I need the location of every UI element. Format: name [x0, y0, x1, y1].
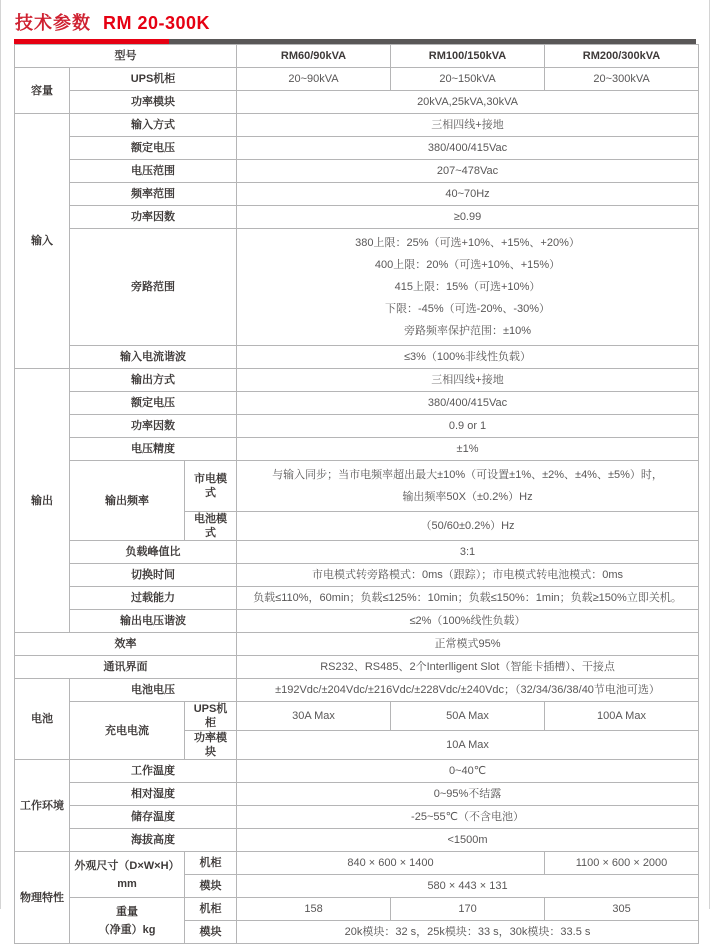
model-col-2: RM100/150kVA — [391, 45, 545, 68]
input-power-factor-label: 功率因数 — [70, 206, 237, 229]
output-freq-mains-value — [237, 461, 699, 512]
group-capacity: 容量 — [15, 68, 70, 114]
weight-cabinet-value-3: 305 — [545, 898, 699, 921]
table-row — [15, 346, 699, 369]
capacity-ups-value-1: 20~90kVA — [237, 68, 391, 91]
page-header — [1, 0, 709, 35]
battery-charge-ups-label: UPS机柜 — [185, 702, 237, 731]
output-transfer-value: 市电模式转旁路模式：0ms（跟踪）；市电模式转电池模式：0ms — [237, 564, 699, 587]
input-power-factor-value: ≥0.99 — [237, 206, 699, 229]
output-rated-voltage-value: 380/400/415Vac — [237, 392, 699, 415]
input-rated-voltage-value: 380/400/415Vac — [237, 137, 699, 160]
capacity-ups-value-2: 20~150kVA — [391, 68, 545, 91]
table-row — [15, 229, 699, 346]
capacity-ups-label: UPS机柜 — [70, 68, 237, 91]
comm-value: RS232、RS485、2个Interlligent Slot（智能卡插槽）、干接点 — [237, 656, 699, 679]
output-harmonics-value: ≤2%（100%线性负载） — [237, 610, 699, 633]
table-row — [15, 91, 699, 114]
output-power-factor-value: 0.9 or 1 — [237, 415, 699, 438]
battery-charge-ups-value-1: 30A Max — [237, 702, 391, 731]
input-bypass-value — [237, 229, 699, 346]
capacity-ups-value-3: 20~300kVA — [545, 68, 699, 91]
table-row — [15, 45, 699, 68]
table-row — [15, 633, 699, 656]
group-output: 输出 — [15, 369, 70, 633]
output-freq-battery-value: （50/60±0.2%）Hz — [237, 512, 699, 541]
table-row — [15, 160, 699, 183]
model-col-3: RM200/300kVA — [545, 45, 699, 68]
weight-cabinet-value-1: 158 — [237, 898, 391, 921]
output-crest-label: 负载峰值比 — [70, 541, 237, 564]
battery-charge-module-label: 功率模块 — [185, 731, 237, 760]
bypass-line-2: 400上限：20%（可选+10%、+15%） — [374, 259, 561, 271]
table-row — [15, 656, 699, 679]
table-row — [15, 415, 699, 438]
table-row — [15, 461, 699, 512]
dimensions-cabinet-value-12: 840 × 600 × 1400 — [237, 852, 545, 875]
bypass-line-5: 旁路频率保护范围：±10% — [403, 325, 532, 337]
mains-freq-line-2: 输出频率50X（±0.2%）Hz — [402, 491, 533, 503]
dimensions-cabinet-value-3: 1100 × 600 × 2000 — [545, 852, 699, 875]
dimensions-label-line-1: 外观尺寸（D×W×H） — [74, 859, 180, 872]
group-environment: 工作环境 — [15, 760, 70, 852]
battery-voltage-label: 电池电压 — [70, 679, 237, 702]
output-overload-label: 过载能力 — [70, 587, 237, 610]
table-row — [15, 564, 699, 587]
table-row — [15, 760, 699, 783]
title-underline-bar — [14, 39, 696, 44]
input-mode-value: 三相四线+接地 — [237, 114, 699, 137]
input-harmonics-value: ≤3%（100%非线性负载） — [237, 346, 699, 369]
table-row — [15, 783, 699, 806]
table-row — [15, 206, 699, 229]
output-freq-mains-label: 市电模式 — [185, 461, 237, 512]
output-power-factor-label: 功率因数 — [70, 415, 237, 438]
capacity-module-value: 20kVA,25kVA,30kVA — [237, 91, 699, 114]
table-row — [15, 806, 699, 829]
physical-dimensions-label — [70, 852, 185, 898]
output-harmonics-label: 输出电压谐波 — [70, 610, 237, 633]
output-overload-value: 负载≤110%，60min；负载≤125%：10min；负载≤150%：1min；负载≥150%立即关机。 — [237, 587, 699, 610]
output-freq-label: 输出频率 — [70, 461, 185, 541]
comm-label: 通讯界面 — [15, 656, 237, 679]
weight-module-value: 20k模块：32 s，25k模块：33 s，30k模块：33.5 s — [237, 921, 699, 944]
group-input: 输入 — [15, 114, 70, 369]
table-row — [15, 898, 699, 921]
efficiency-value: 正常模式95% — [237, 633, 699, 656]
table-row — [15, 183, 699, 206]
table-row — [15, 679, 699, 702]
title-underline-red-segment — [14, 39, 169, 44]
bypass-line-4: 下限：-45%（可选-20%、-30%） — [384, 303, 551, 315]
battery-voltage-value: ±192Vdc/±204Vdc/±216Vdc/±228Vdc/±240Vdc；（32/34/36/38/40节电池可选） — [237, 679, 699, 702]
title-underline-gray-segment — [169, 39, 696, 44]
env-humidity-label: 相对湿度 — [70, 783, 237, 806]
input-voltage-range-value: 207~478Vac — [237, 160, 699, 183]
capacity-module-label: 功率模块 — [70, 91, 237, 114]
output-transfer-label: 切换时间 — [70, 564, 237, 587]
output-mode-label: 输出方式 — [70, 369, 237, 392]
input-bypass-label: 旁路范围 — [70, 229, 237, 346]
dimensions-cabinet-label: 机柜 — [185, 852, 237, 875]
dimensions-module-label: 模块 — [185, 875, 237, 898]
output-voltage-precision-value: ±1% — [237, 438, 699, 461]
env-storage-temp-label: 储存温度 — [70, 806, 237, 829]
env-storage-temp-value: -25~55℃（不含电池） — [237, 806, 699, 829]
output-voltage-precision-label: 电压精度 — [70, 438, 237, 461]
weight-label-line-1: 重量 — [116, 905, 138, 918]
spec-table — [14, 44, 699, 944]
table-row — [15, 137, 699, 160]
table-row — [15, 610, 699, 633]
env-humidity-value: 0~95%不结露 — [237, 783, 699, 806]
env-work-temp-value: 0~40℃ — [237, 760, 699, 783]
output-mode-value: 三相四线+接地 — [237, 369, 699, 392]
table-row — [15, 587, 699, 610]
model-col-1: RM60/90kVA — [237, 45, 391, 68]
battery-charge-label: 充电电流 — [70, 702, 185, 760]
page-title-model: RM 20-300K — [103, 13, 211, 33]
battery-charge-ups-value-3: 100A Max — [545, 702, 699, 731]
model-row-label: 型号 — [15, 45, 237, 68]
input-freq-range-value: 40~70Hz — [237, 183, 699, 206]
weight-cabinet-value-2: 170 — [391, 898, 545, 921]
mains-freq-line-1: 与输入同步；当市电频率超出最大±10%（可设置±1%、±2%、±4%、±5%）时， — [272, 469, 663, 481]
bypass-line-1: 380上限：25%（可选+10%、+15%、+20%） — [355, 237, 580, 249]
table-row — [15, 702, 699, 731]
efficiency-label: 效率 — [15, 633, 237, 656]
page-title: 技术参数 — [15, 13, 91, 33]
group-battery: 电池 — [15, 679, 70, 760]
table-row — [15, 392, 699, 415]
table-row — [15, 438, 699, 461]
input-voltage-range-label: 电压范围 — [70, 160, 237, 183]
table-row — [15, 114, 699, 137]
weight-cabinet-label: 机柜 — [185, 898, 237, 921]
battery-charge-ups-value-2: 50A Max — [391, 702, 545, 731]
input-rated-voltage-label: 额定电压 — [70, 137, 237, 160]
table-row — [15, 68, 699, 91]
output-rated-voltage-label: 额定电压 — [70, 392, 237, 415]
table-row — [15, 852, 699, 875]
table-row — [15, 829, 699, 852]
dimensions-label-line-2: mm — [117, 877, 137, 890]
battery-charge-module-value: 10A Max — [237, 731, 699, 760]
input-harmonics-label: 输入电流谐波 — [70, 346, 237, 369]
weight-label-line-2: （净重）kg — [98, 923, 156, 936]
bypass-line-3: 415上限：15%（可选+10%） — [394, 281, 541, 293]
group-physical: 物理特性 — [15, 852, 70, 944]
dimensions-module-value: 580 × 443 × 131 — [237, 875, 699, 898]
input-freq-range-label: 频率范围 — [70, 183, 237, 206]
weight-module-label: 模块 — [185, 921, 237, 944]
input-mode-label: 输入方式 — [70, 114, 237, 137]
physical-weight-label — [70, 898, 185, 944]
env-altitude-label: 海拔高度 — [70, 829, 237, 852]
table-row — [15, 369, 699, 392]
output-crest-value: 3:1 — [237, 541, 699, 564]
output-freq-battery-label: 电池模式 — [185, 512, 237, 541]
env-altitude-value: <1500m — [237, 829, 699, 852]
env-work-temp-label: 工作温度 — [70, 760, 237, 783]
table-row — [15, 541, 699, 564]
